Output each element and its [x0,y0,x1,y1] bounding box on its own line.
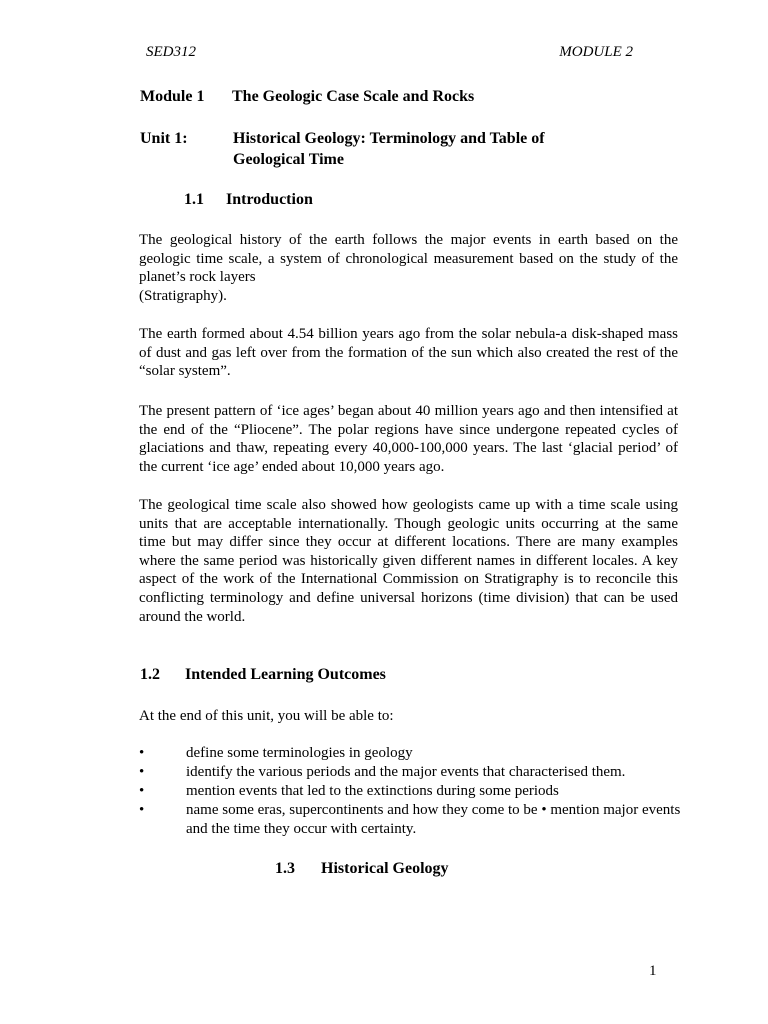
section-1-2-heading [140,666,386,684]
paragraph-text: (Stratigraphy). [139,287,227,304]
module-label: Module 1 [140,88,205,105]
unit-title: Historical Geology: Terminology and Table of Geological Time [233,130,545,168]
section-number: 1.3 [275,860,295,877]
header-course-code: SED312 [146,44,196,60]
page-number: 1 [649,963,657,979]
paragraph-time-scale: The geological time scale also showed how geologists came up with a time scale using units that are acceptable internationally. Though geologic units occurring at the same time but may differ since they occur at different locations. There are many examples where the same period was historically given different names in different locales. A key aspect of the work of the International Commission on Stratigraphy is to reconcile this conflicting terminology and define universal horizons (time division) that can be used around the world. [139,497,678,625]
section-number: 1.1 [184,191,204,208]
section-title: Introduction [226,191,313,208]
outcomes-list [139,744,684,839]
bullet-icon: • [139,802,145,818]
section-1-3-heading [275,860,449,878]
paragraph-earth-formation: The earth formed about 4.54 billion years ago from the solar nebula-a disk-shaped mass of dust and gas left over from the formation of the sun which also created the rest of the “solar system”. [139,326,678,380]
list-item: • identify the various periods and the major events that characterised them. [139,764,626,780]
bullet-icon: • [139,764,145,780]
outcomes-intro: At the end of this unit, you will be able to: [139,708,394,724]
paragraph-text: The geological history of the earth follows the major events in earth based on the geologic time scale, a system of chronological measurement based on the study of the planet’s rock layers [139,232,678,286]
header-module: MODULE 2 [559,44,633,60]
section-title: Intended Learning Outcomes [185,666,386,683]
list-item: • mention events that led to the extinctions during some periods [139,783,559,799]
module-heading [140,88,474,106]
unit-label: Unit 1: [140,130,188,147]
bullet-icon: • [139,783,145,799]
paragraph-geological-history [139,231,678,305]
paragraph-ice-ages: The present pattern of ‘ice ages’ began about 40 million years ago and then intensified at the end of the “Pliocene”. The polar regions have since undergone repeated cycles of glaciations and thaw, repeating every 40,000-100,000 years. The last ‘glacial period’ of the current ‘ice age’ ended about 10,000 years ago. [139,403,678,475]
section-title: Historical Geology [321,860,449,877]
section-1-1-heading [184,191,313,209]
bullet-icon: • [139,745,145,761]
module-title: The Geologic Case Scale and Rocks [232,88,475,105]
list-item: • name some eras, supercontinents and how they come to be • mention major events and the time they occur with certainty. [139,802,681,837]
section-number: 1.2 [140,666,160,683]
list-item: • define some terminologies in geology [139,745,413,761]
